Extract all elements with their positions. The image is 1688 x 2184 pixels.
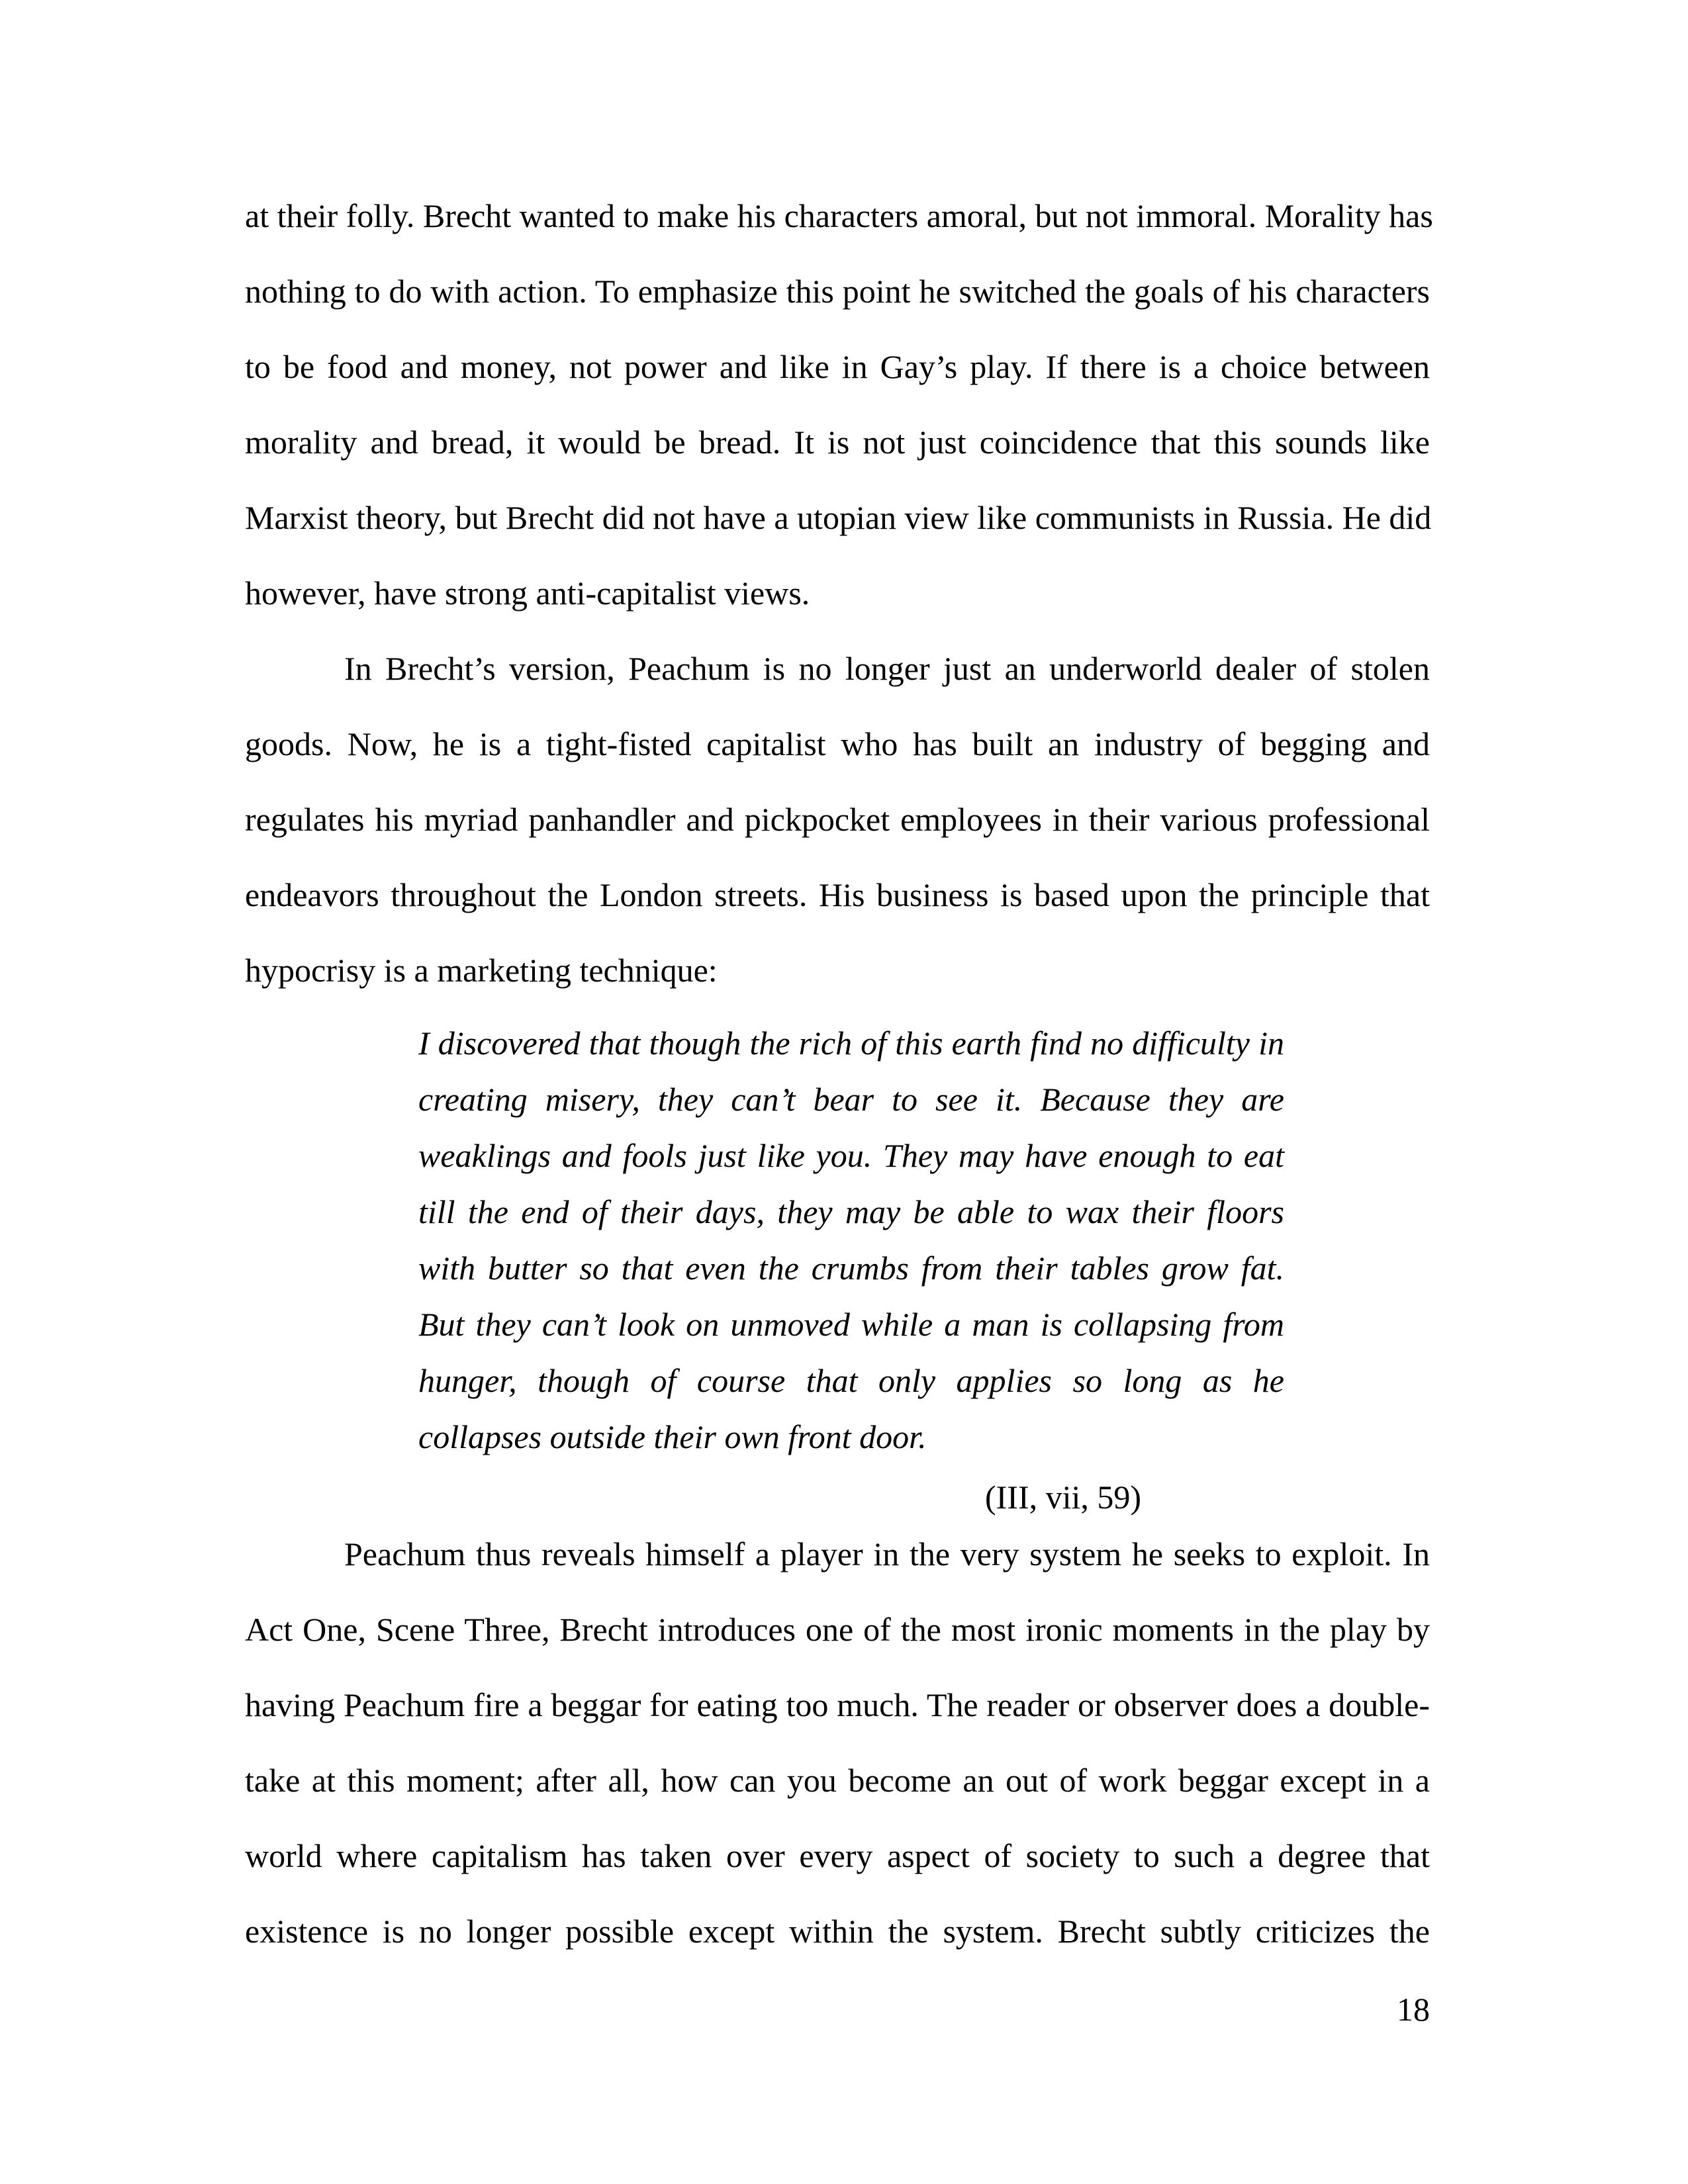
text-line: goods. Now, he is a tight-fisted capitalist who has built an industry of begging and	[245, 725, 1430, 762]
text-line: nothing to do with action. To emphasize this point he switched the goals of his characters	[245, 273, 1430, 310]
text-line: world where capitalism has taken over every aspect of society to such a degree that	[245, 1837, 1430, 1874]
text-line: In Brecht’s version, Peachum is no longer just an underworld dealer of stolen	[344, 650, 1430, 687]
text-line: regulates his myriad panhandler and pickpocket employees in their various professional	[245, 801, 1430, 838]
text-line: existence is no longer possible except within the system. Brecht subtly criticizes the	[245, 1913, 1430, 1950]
text-line: morality and bread, it would be bread. It is not just coincidence that this sounds like	[245, 424, 1430, 461]
quote-line: collapses outside their own front door.	[418, 1418, 927, 1455]
quote-citation: (III, vii, 59)	[985, 1479, 1142, 1516]
text-line: hypocrisy is a marketing technique:	[245, 952, 718, 989]
text-line: Act One, Scene Three, Brecht introduces one of the most ironic moments in the play by	[245, 1611, 1430, 1648]
quote-line: hunger, though of course that only applies so long as he	[418, 1362, 1284, 1399]
text-line: at their folly. Brecht wanted to make his characters amoral, but not immoral. Morality has	[245, 197, 1433, 234]
quote-line: with butter so that even the crumbs from their tables grow fat.	[418, 1250, 1284, 1287]
quote-line: But they can’t look on unmoved while a man is collapsing from	[418, 1306, 1284, 1343]
text-line: however, have strong anti-capitalist views.	[245, 574, 810, 612]
quote-line: weaklings and fools just like you. They may have enough to eat	[418, 1137, 1284, 1174]
quote-line: creating misery, they can’t bear to see it. Because they are	[418, 1081, 1284, 1118]
quote-line: till the end of their days, they may be able to wax their floors	[418, 1193, 1284, 1230]
page-number: 18	[1397, 1991, 1430, 2028]
text-line: endeavors throughout the London streets. His business is based upon the principle that	[245, 876, 1430, 913]
text-line: Marxist theory, but Brecht did not have a utopian view like communists in Russia. He did	[245, 499, 1432, 536]
text-line: take at this moment; after all, how can you become an out of work beggar except in a	[245, 1762, 1430, 1799]
text-line: Peachum thus reveals himself a player in the very system he seeks to exploit. In	[344, 1535, 1430, 1572]
quote-line: I discovered that though the rich of this earth find no difficulty in	[418, 1024, 1284, 1062]
text-line: having Peachum fire a beggar for eating too much. The reader or observer does a double-	[245, 1686, 1430, 1723]
text-line: to be food and money, not power and like in Gay’s play. If there is a choice between	[245, 348, 1430, 385]
